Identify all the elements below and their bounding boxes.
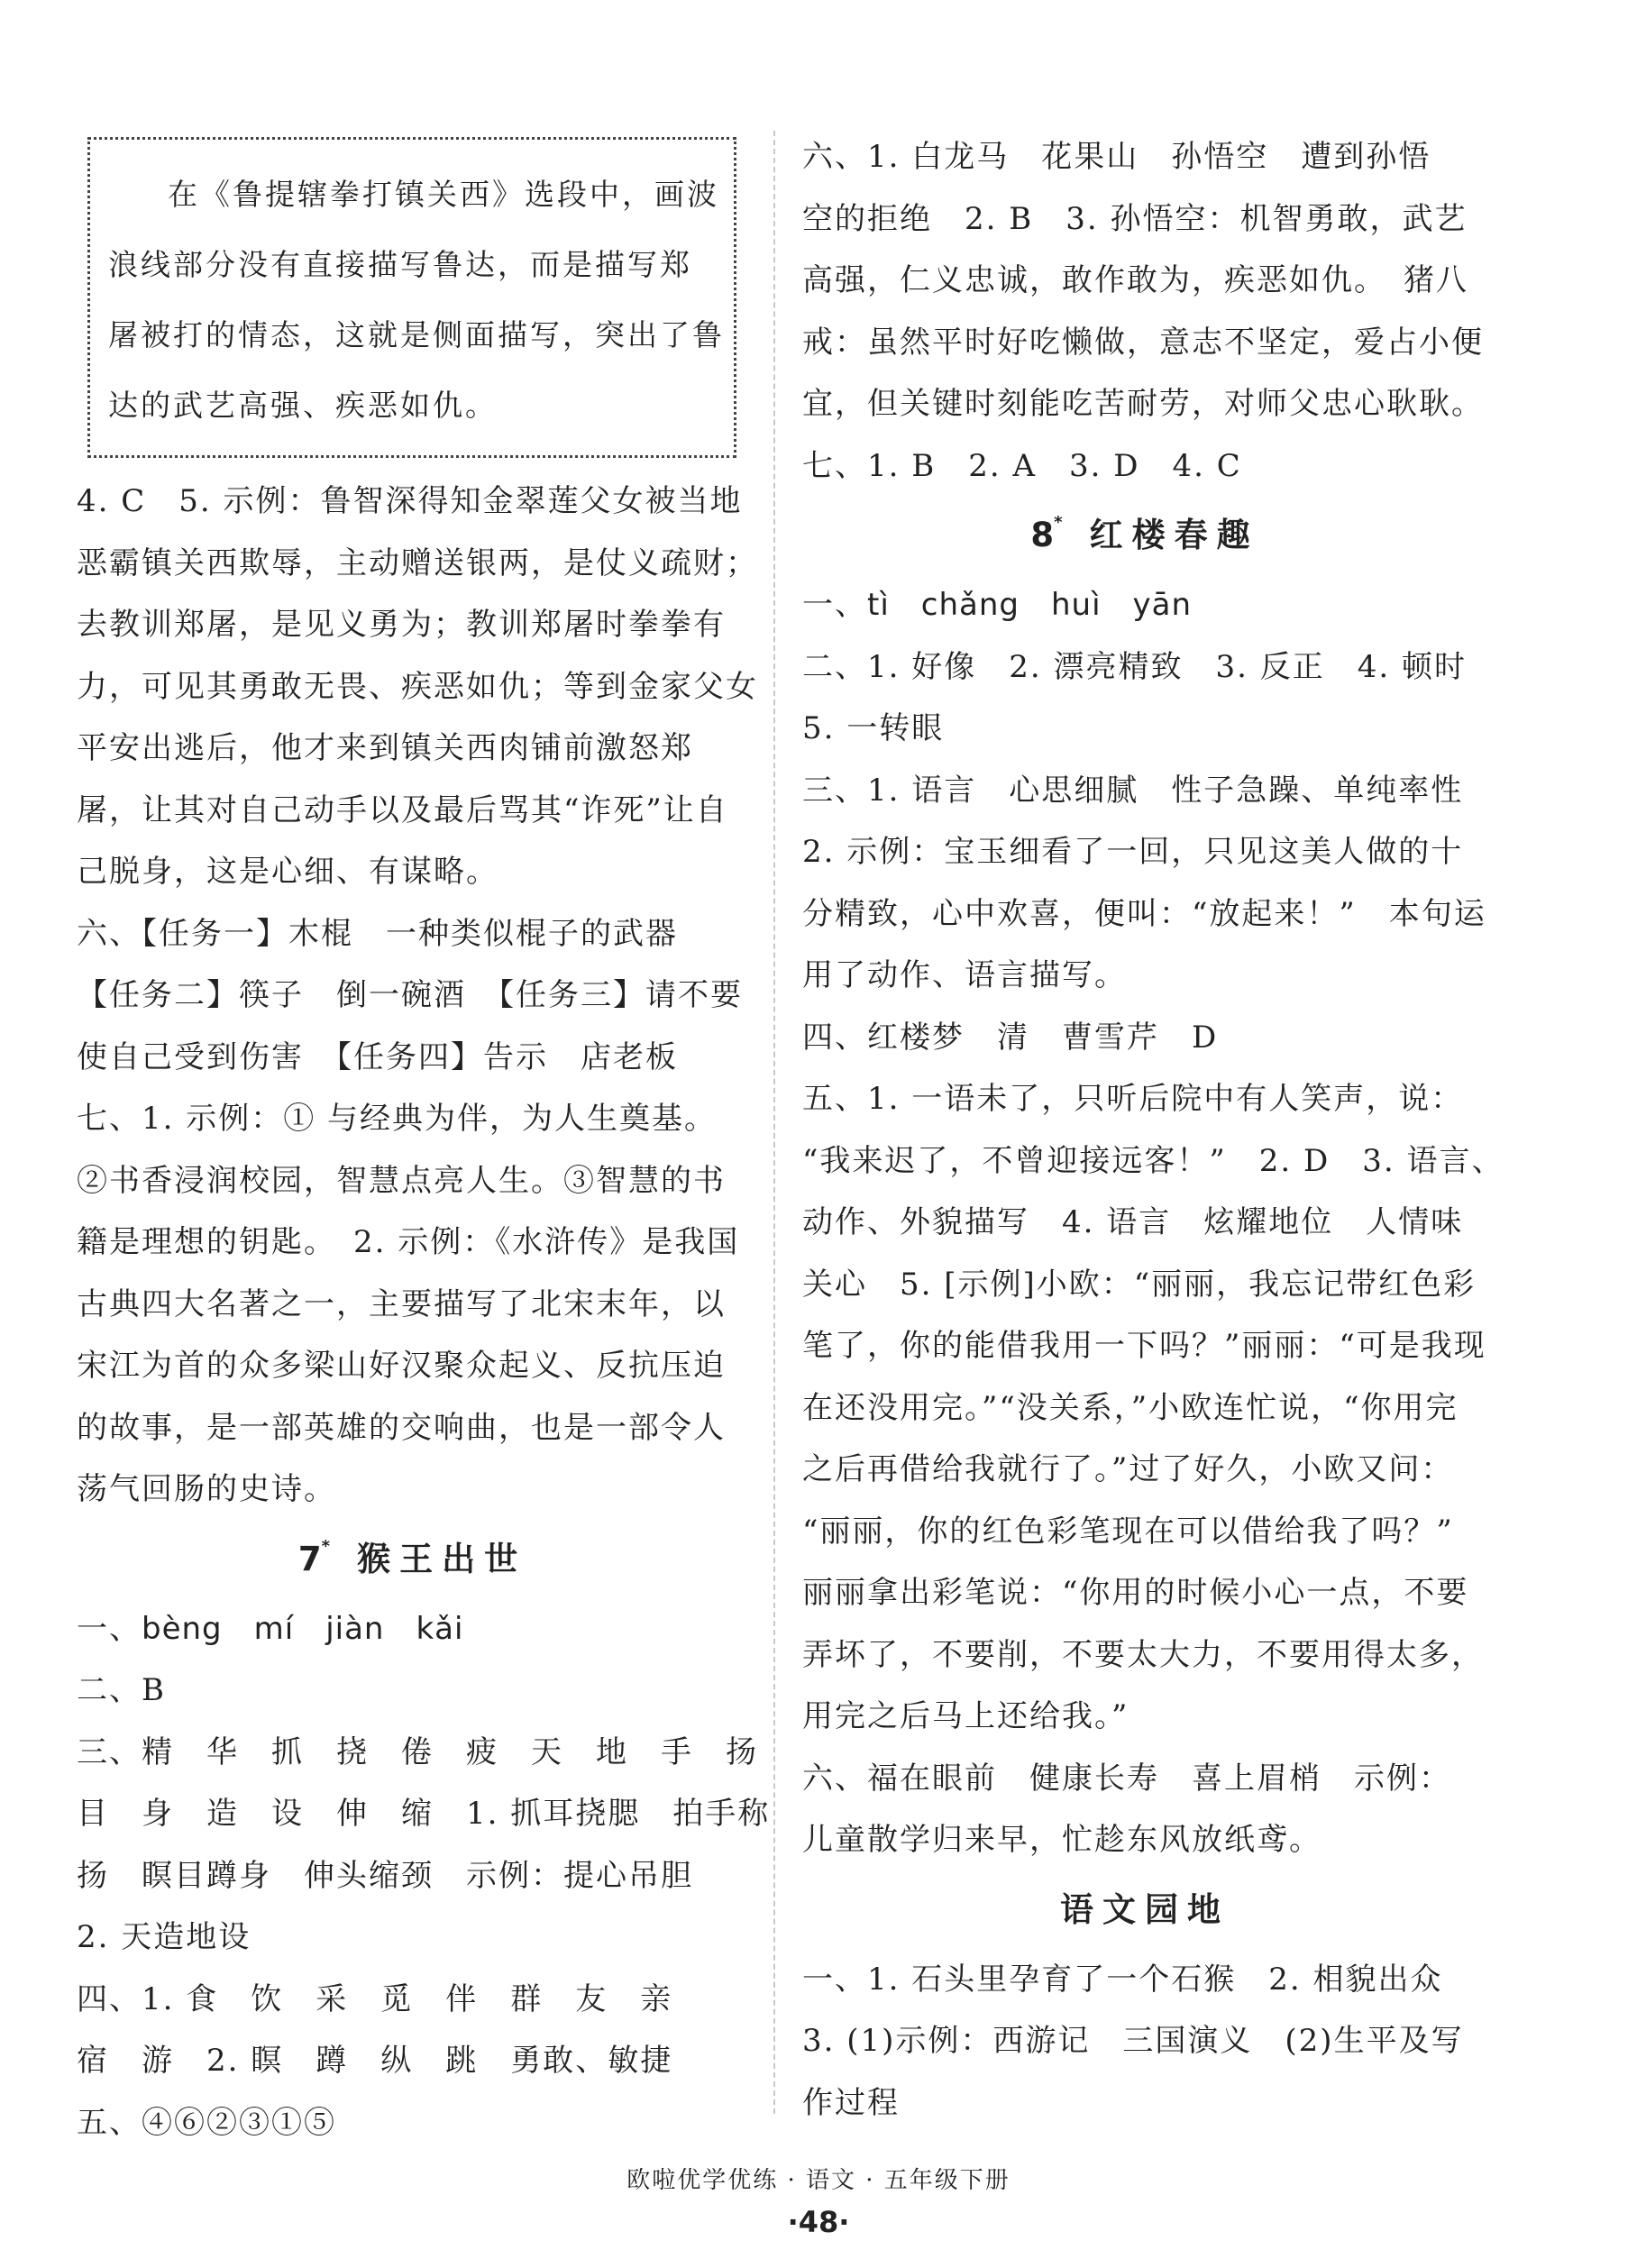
answer-line: 六、福在眼前 健康长寿 喜上眉梢 示例： (802, 1760, 1451, 1797)
footer-book-title: 欧啦优学优练 · 语文 · 五年级下册 (626, 2167, 1011, 2194)
answer-line: 宋江为首的众多梁山好汉聚众起义、反抗压迫 (77, 1348, 726, 1384)
answer-line: 高强，仁义忠诚，敢作敢为，疾恶如仇。 猪八 (802, 262, 1468, 298)
answer-block (802, 126, 1487, 497)
answer-line: 力，可见其勇敢无畏、疾恶如仇；等到金家父女 (77, 668, 758, 705)
answer-line: 去教训郑屠，是见义勇为；教训郑屠时拳拳有 (77, 607, 726, 643)
answer-line: 3. (1)示例：西游记 三国演义 (2)生平及写 (802, 2023, 1464, 2059)
answer-line: 2. 示例：宝玉细看了一回，只见这美人做的十 (802, 834, 1464, 870)
answer-line: 四、1. 食 饮 采 觅 伴 群 友 亲 (77, 1980, 673, 2017)
answer-line: 动作、外貌描写 4. 语言 炫耀地位 人情味 (802, 1204, 1464, 1240)
answer-line: 七、1. B 2. A 3. D 4. C (802, 447, 1242, 484)
section-title-8 (802, 497, 1487, 574)
note-line: 在《鲁提辖拳打镇关西》选段中，画波 (168, 177, 719, 212)
answer-line: 【任务二】筷子 倒一碗酒 【任务三】请不要 (77, 977, 743, 1013)
answer-line: 一、1. 石头里孕育了一个石猴 2. 相貌出众 (802, 1961, 1443, 1998)
note-line: 屠被打的情态，这就是侧面描写，突出了鲁 (108, 317, 725, 352)
left-column (77, 126, 771, 2154)
section-title-text: 红楼春趣 (1089, 516, 1259, 554)
answer-line: 使自己受到伤害 【任务四】告示 店老板 (77, 1038, 678, 1075)
section-number: 8* (1030, 513, 1063, 554)
note-line: 达的武艺高强、疾恶如仇。 (108, 388, 498, 423)
answer-line: 恶霸镇关西欺辱，主动赠送银两，是仗义疏财； (77, 544, 758, 581)
pinyin-line: 一、tì chǎng huì yān (802, 587, 1193, 623)
answer-line: 5. 一转眼 (802, 710, 945, 746)
answer-line: 籍是理想的钥匙。 2. 示例：《水浒传》是我国 (77, 1224, 740, 1260)
answer-line: 弄坏了，不要削，不要太大力，不要用得太多， (802, 1636, 1484, 1673)
section-title-text: 语文园地 (1060, 1889, 1230, 1929)
answer-line: 用完之后马上还给我。” (802, 1698, 1129, 1734)
answer-line: 屠，让其对自己动手以及最后骂其“诈死”让自 (77, 791, 728, 828)
answer-line: 二、B (77, 1672, 166, 1708)
answer-line: 三、1. 语言 心思细腻 性子急躁、单纯率性 (802, 772, 1464, 809)
section-number: 7* (297, 1536, 331, 1578)
answer-line: 己脱身，这是心细、有谋略。 (77, 854, 498, 890)
section-title-garden (802, 1871, 1487, 1949)
answer-line: 七、1. 示例：① 与经典为伴，为人生奠基。 (77, 1101, 718, 1137)
answer-line: 分精致，心中欢喜，便叫：“放起来！” 本句运 (802, 895, 1486, 932)
answer-line: 宿 游 2. 瞑 蹲 纵 跳 勇敢、敏捷 (77, 2043, 673, 2079)
answer-block (802, 574, 1504, 1871)
page-number: ·48· (787, 2205, 850, 2239)
answer-line: 空的拒绝 2. B 3. 孙悟空：机智勇敢，武艺 (802, 200, 1468, 237)
answer-line: “我来迟了，不曾迎接远客！” 2. D 3. 语言、 (802, 1142, 1504, 1179)
answer-block (77, 1598, 771, 2154)
answer-line: 4. C 5. 示例：鲁智深得知金翠莲父女被当地 (77, 483, 743, 519)
answer-line: 平安出逃后，他才来到镇关西肉铺前激怒郑 (77, 730, 693, 766)
answer-line: 古典四大名著之一，主要描写了北宋末年，以 (77, 1285, 726, 1322)
answer-line: 六、【任务一】木棍 一种类似棍子的武器 (77, 915, 678, 952)
answer-line: 五、④⑥②③①⑤ (77, 2104, 336, 2141)
right-column (802, 126, 1504, 2134)
answer-line: 作过程 (802, 2084, 900, 2121)
answer-line: 六、1. 白龙马 花果山 孙悟空 遭到孙悟 (802, 139, 1431, 175)
answer-line: ②书香浸润校园，智慧点亮人生。③智慧的书 (77, 1162, 726, 1199)
answer-line: 的故事，是一部英雄的交响曲，也是一部令人 (77, 1409, 726, 1446)
answer-line: 目 身 造 设 伸 缩 1. 抓耳挠腮 拍手称 (77, 1796, 771, 1832)
answer-line: 之后再借给我就行了。”过了好久，小欧又问： (802, 1451, 1454, 1487)
answer-line: 关心 5. [示例]小欧：“丽丽，我忘记带红色彩 (802, 1266, 1477, 1303)
answer-line: 丽丽拿出彩笔说：“你用的时候小心一点，不要 (802, 1575, 1469, 1611)
answer-line: 扬 瞑目蹲身 伸头缩颈 示例：提心吊胆 (77, 1857, 693, 1894)
answer-line: 五、1. 一语未了，只听后院中有人笑声，说： (802, 1081, 1464, 1117)
answer-block (77, 471, 758, 1521)
section-title-7 (77, 1521, 748, 1598)
answer-line: 宜，但关键时刻能吃苦耐劳，对师父忠心耿耿。 (802, 386, 1484, 422)
answer-line: 荡气回肠的史诗。 (77, 1471, 336, 1507)
answer-line: 三、精 华 抓 挠 倦 疲 天 地 手 扬 (77, 1733, 758, 1770)
answer-line: 2. 天造地设 (77, 1919, 251, 1955)
answer-line: 用了动作、语言描写。 (802, 957, 1127, 993)
note-line: 浪线部分没有直接描写鲁达，而是描写郑 (108, 247, 692, 282)
answer-line: 笔了，你的能借我用一下吗？”丽丽：“可是我现 (802, 1328, 1486, 1364)
answer-line: 在还没用完。”“没关系，”小欧连忙说，“你用完 (802, 1389, 1459, 1426)
answer-block (802, 1949, 1487, 2135)
column-divider (773, 131, 775, 2114)
pinyin-line: 一、bèng mí jiàn kǎi (77, 1610, 464, 1647)
section-title-text: 猴王出世 (357, 1539, 527, 1578)
note-box (87, 137, 736, 458)
answer-line: 儿童散学归来早，忙趁东风放纸鸢。 (802, 1822, 1321, 1858)
answer-line: “丽丽，你的红色彩笔现在可以借给我了吗？” (802, 1513, 1454, 1550)
answer-line: 二、1. 好像 2. 漂亮精致 3. 反正 4. 顿时 (802, 648, 1467, 685)
answer-line: 四、红楼梦 清 曹雪芹 D (802, 1019, 1219, 1056)
answer-line: 戒：虽然平时好吃懒做，意志不坚定，爱占小便 (802, 324, 1484, 361)
